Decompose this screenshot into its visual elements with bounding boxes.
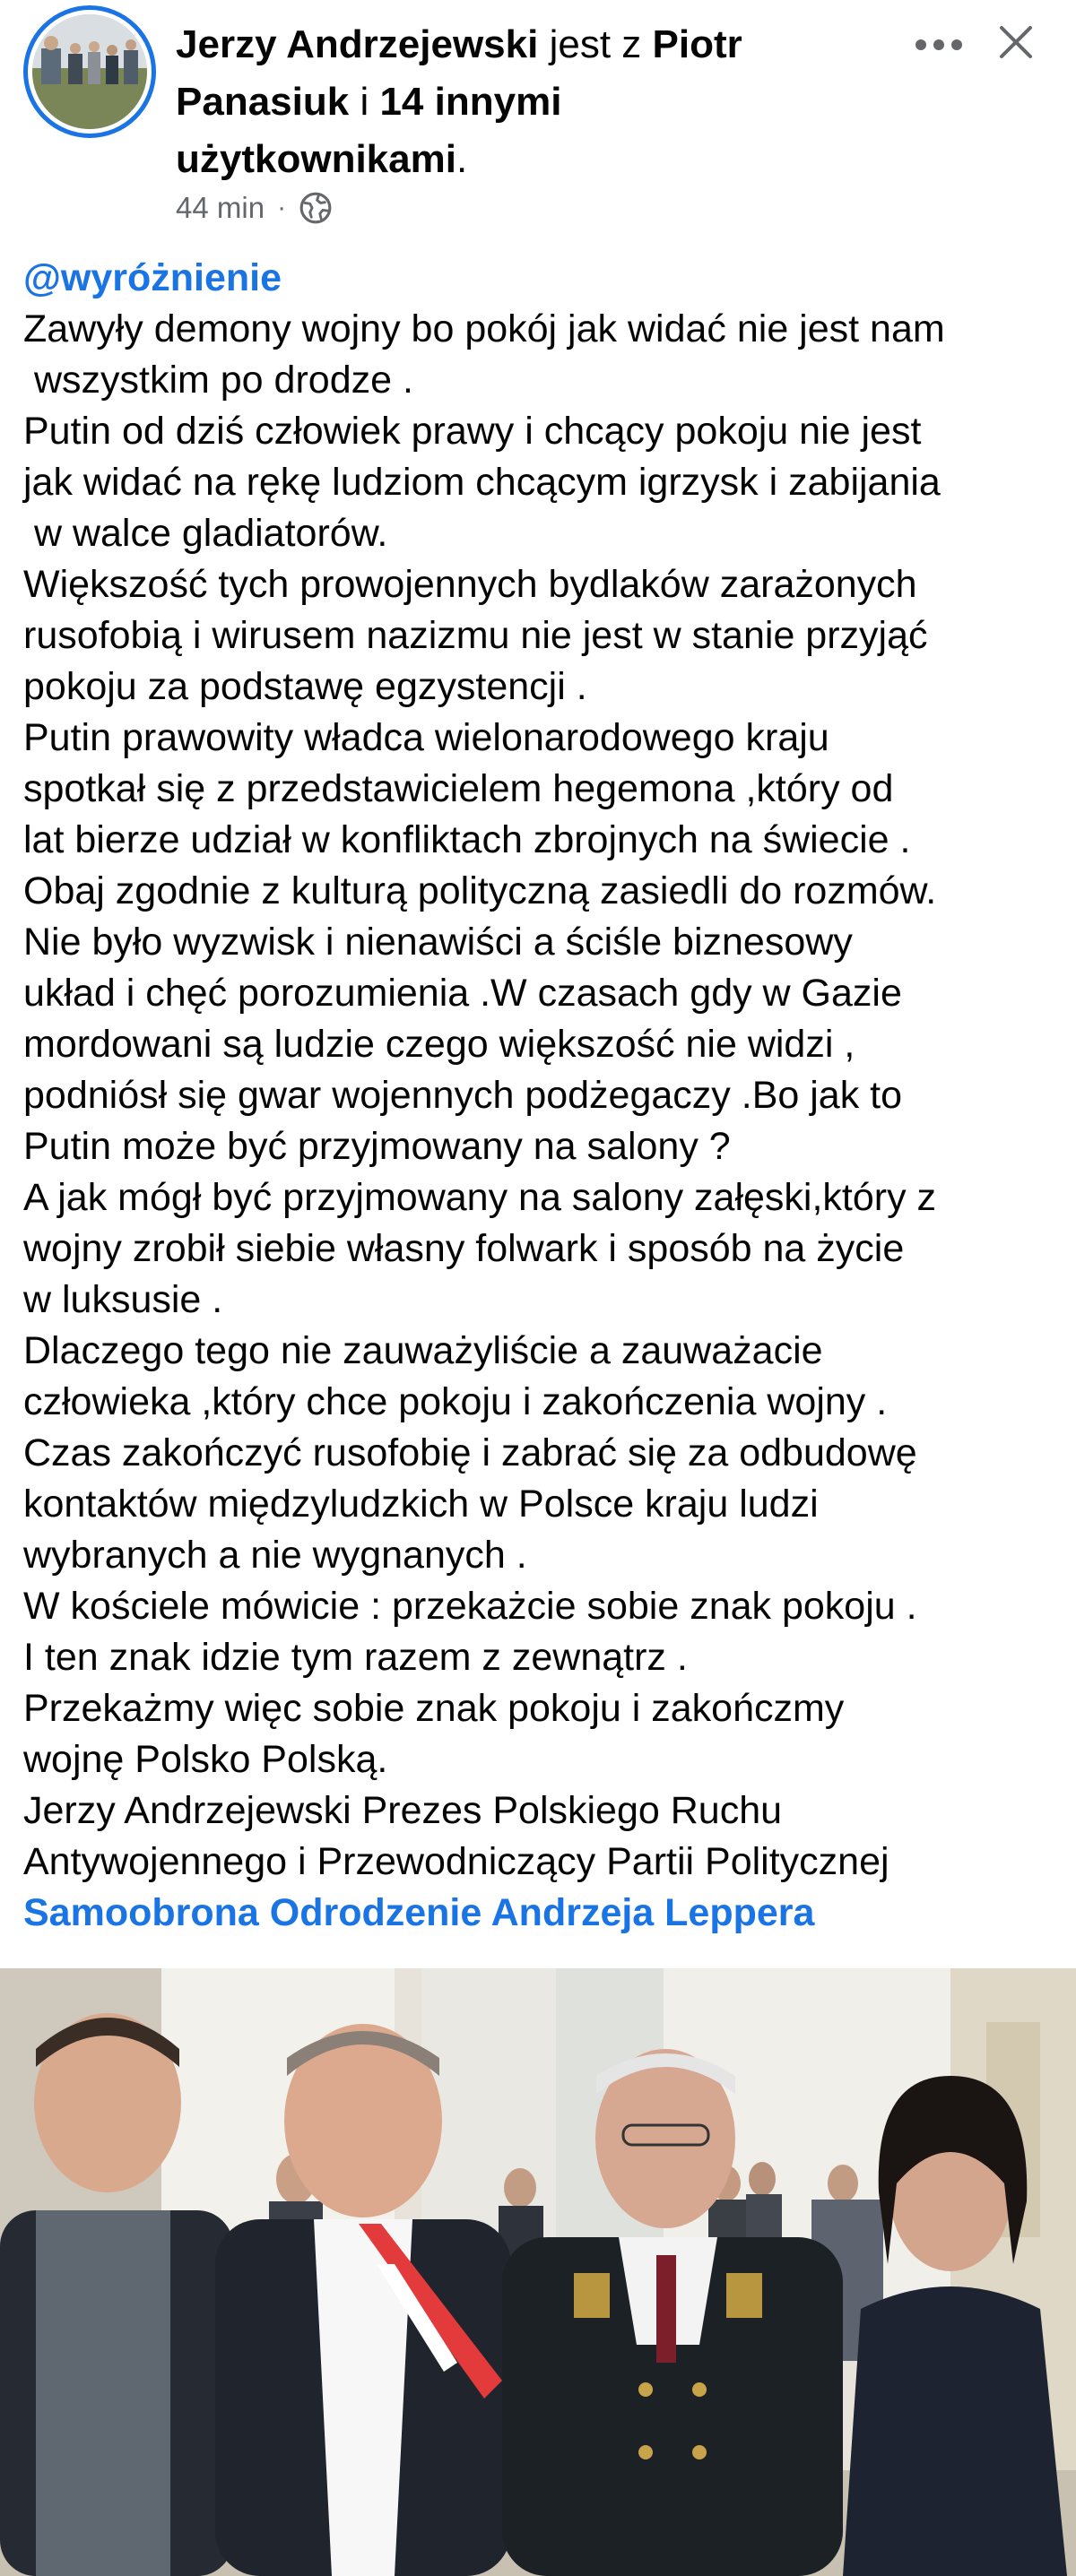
more-dot-icon <box>933 39 944 50</box>
post-text-line: Nie było wyzwisk i nienawiści a ściśle biznesowy <box>23 921 853 964</box>
post-text-line: W kościele mówicie : przekażcie sobie znak pokoju . <box>23 1585 917 1628</box>
post-title <box>176 16 857 188</box>
post-text-line: wybranych a nie wygnanych . <box>23 1534 527 1577</box>
author-name[interactable]: Jerzy Andrzejewski <box>176 22 539 66</box>
page-link[interactable]: Samoobrona Odrodzenie Andrzeja Leppera <box>23 1891 815 1934</box>
post-text-line: I ten znak idzie tym razem z zewnątrz . <box>23 1636 688 1679</box>
post-text-line: wszystkim po drodze . <box>23 359 413 402</box>
post-header <box>0 0 1076 235</box>
mention-link[interactable]: @wyróżnienie <box>23 256 282 299</box>
post-text-line: Dlaczego tego nie zauważyliście a zauważacie <box>23 1329 823 1372</box>
post-text-line: kontaktów międzyludzkich w Polsce kraju ludzi <box>23 1482 819 1526</box>
post-text-line: Antywojennego i Przewodniczący Partii Politycznej <box>23 1840 889 1883</box>
post-text-line: podniósł się gwar wojennych podżegaczy .Bo jak to <box>23 1074 903 1117</box>
avatar-photo <box>32 14 147 129</box>
meta-separator: · <box>277 193 287 222</box>
tagged-person[interactable]: Piotr Panasiuk <box>176 22 742 124</box>
post-text-line: Obaj zgodnie z kulturą polityczną zasiedli do rozmów. <box>23 869 937 912</box>
post-text-line: wojnę Polsko Polską. <box>23 1738 388 1781</box>
more-options-button[interactable] <box>907 23 970 66</box>
post-photo[interactable] <box>0 1968 1076 2576</box>
close-button[interactable] <box>994 20 1038 65</box>
post-text-line: spotkał się z przedstawicielem hegemona ,który od <box>23 767 894 810</box>
post-text <box>23 253 1063 1939</box>
post-text-line: w walce gladiatorów. <box>23 512 388 555</box>
others-link[interactable]: 14 innymi użytkownikami <box>176 80 562 181</box>
post-text-line: Zawyły demony wojny bo pokój jak widać nie jest nam <box>23 307 945 350</box>
post-text-line: Putin może być przyjmowany na salony ? <box>23 1125 731 1168</box>
group-photo-image <box>0 1968 1076 2576</box>
post-text-line: jak widać na rękę ludziom chcącym igrzysk i zabijania <box>23 461 941 504</box>
title-end: . <box>456 137 468 181</box>
author-avatar[interactable] <box>23 5 156 138</box>
post-text-line: Czas zakończyć rusofobię i zabrać się za odbudowę <box>23 1431 917 1474</box>
post-text-line: układ i chęć porozumienia .W czasach gdy w Gazie <box>23 972 902 1015</box>
post-text-line: Putin od dziś człowiek prawy i chcący pokoju nie jest <box>23 410 922 453</box>
more-dot-icon <box>915 39 926 50</box>
globe-icon[interactable] <box>299 191 333 225</box>
post-text-line: Przekażmy więc sobie znak pokoju i zakończmy <box>23 1687 845 1730</box>
post-text-line: mordowani są ludzie czego większość nie widzi , <box>23 1023 855 1066</box>
post-text-line: rusofobią i wirusem nazizmu nie jest w stanie przyjąć <box>23 614 928 657</box>
post-text-line: wojny zrobił siebie własny folwark i sposób na życie <box>23 1227 905 1270</box>
post-text-line: człowieka ,który chce pokoju i zakończenia wojny . <box>23 1380 888 1423</box>
post-text-line: A jak mógł być przyjmowany na salony załęski,który z <box>23 1176 937 1219</box>
with-text: jest z <box>538 22 653 66</box>
post-text-line: w luksusie . <box>23 1278 223 1321</box>
post-text-line: Putin prawowity władca wielonarodowego kraju <box>23 716 829 759</box>
post-time[interactable]: 44 min <box>176 191 265 224</box>
post-text-lines <box>23 304 1063 1888</box>
more-dot-icon <box>951 39 962 50</box>
post-text-line: pokoju za podstawę egzystencji . <box>23 665 587 708</box>
close-icon <box>994 20 1038 65</box>
post-meta <box>176 186 333 229</box>
post-text-line: Większość tych prowojennych bydlaków zarażonych <box>23 563 917 606</box>
and-text: i <box>349 80 380 124</box>
post-text-line: Jerzy Andrzejewski Prezes Polskiego Ruchu <box>23 1789 783 1832</box>
post-text-line: lat bierze udział w konfliktach zbrojnych na świecie . <box>23 818 911 861</box>
